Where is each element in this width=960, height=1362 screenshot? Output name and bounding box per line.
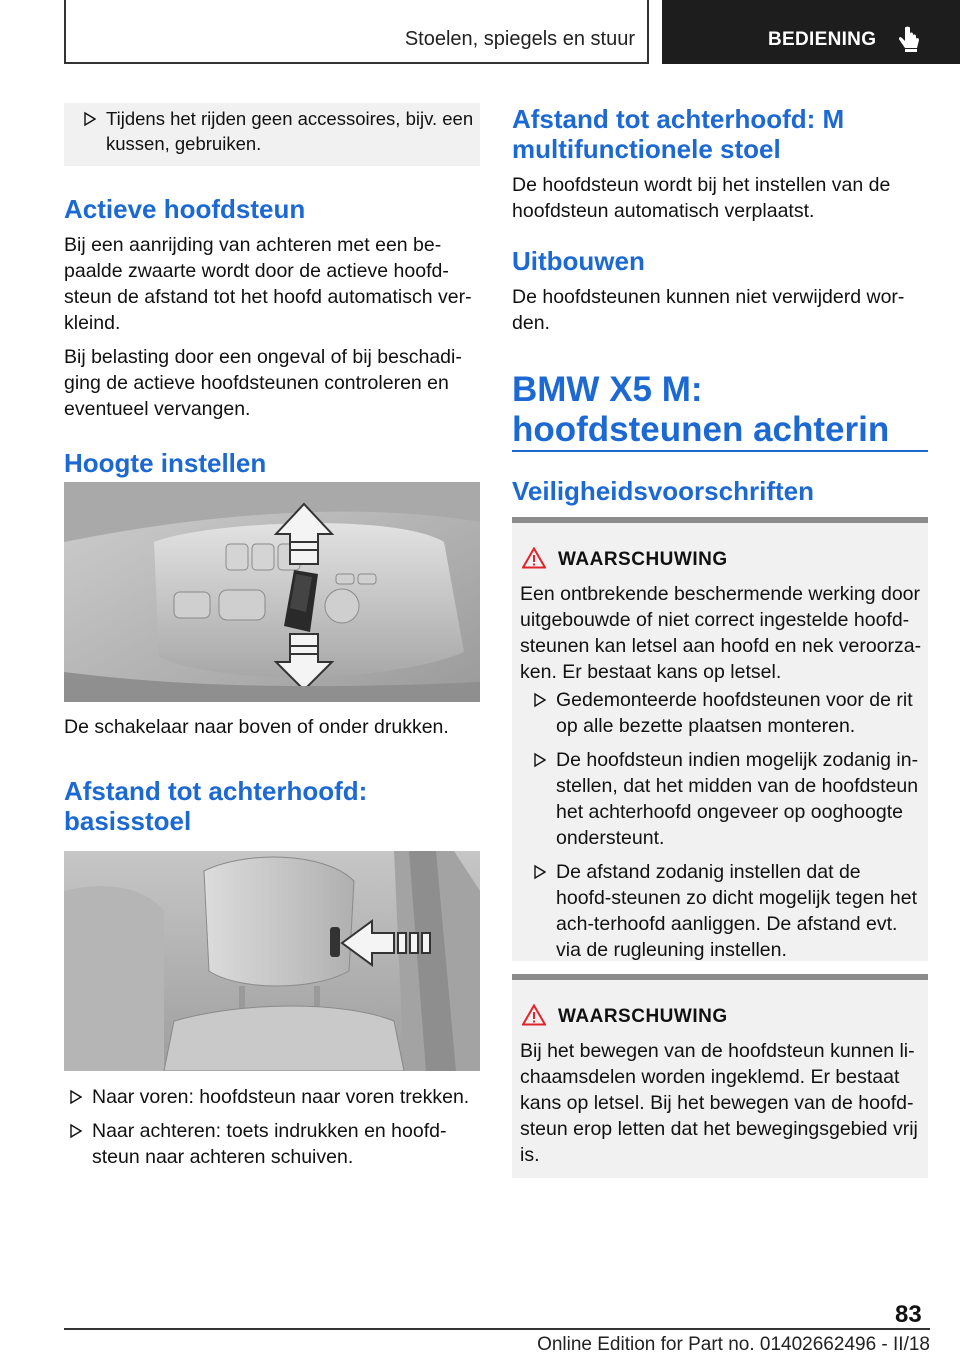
triangle-bullet-icon [534, 863, 546, 881]
triangle-bullet-icon [70, 1122, 82, 1140]
page-number: 83 [895, 1301, 922, 1328]
header-chapter-title: BEDIENING [768, 29, 877, 50]
list-item: Naar voren: hoofdsteun naar voren trekken. [64, 1084, 480, 1110]
chapter-title-underline [512, 450, 928, 452]
top-note-box [64, 103, 480, 166]
hand-pointer-icon [897, 26, 923, 54]
triangle-bullet-icon [534, 691, 546, 709]
triangle-bullet-icon [84, 110, 96, 128]
paragraph: Bij belasting door een ongeval of bij beschadi-ging de actieve hoofdsteunen controleren en eventueel vervangen. [64, 346, 462, 420]
headrest-illustration [64, 851, 480, 1071]
chapter-title: BMW X5 M: hoofdsteunen achterin [512, 370, 890, 449]
image-caption: De schakelaar naar boven of onder drukken. [64, 716, 449, 738]
section-title-active-headrest: Actieve hoofdsteun [64, 194, 306, 224]
warning-box-2 [512, 974, 928, 1178]
list-item: Gedemonteerde hoofdsteunen voor de rit op alle bezette plaatsen monteren. [528, 687, 920, 739]
basic-seat-bullets [64, 1084, 480, 1170]
section-title-basic-seat: Afstand tot achterhoofd: basisstoel [64, 776, 368, 836]
warning-triangle-icon [522, 1004, 546, 1026]
seat-switch-image [64, 482, 480, 702]
warning-text: Een ontbrekende beschermende werking door uitgebouwde of niet correct ingestelde hoofd-steunen kan letsel aan hoofd en nek veroorza-ken. Er bestaat kans op letsel. [520, 583, 922, 683]
header-section-title: Stoelen, spiegels en stuur [404, 28, 635, 50]
section-title-m-multifunction: Afstand tot achterhoofd: M multifunctionele stoel [512, 104, 845, 164]
footer-divider [64, 1328, 930, 1330]
section-title-safety: Veiligheidsvoorschriften [512, 476, 814, 506]
list-item: De hoofdsteun indien mogelijk zodanig in-stellen, dat het midden van de hoofdsteun het achterhoofd ongeveer op ooghoogte ondersteunt. [528, 747, 920, 851]
warning-box-1 [512, 517, 928, 961]
headrest-image [64, 851, 480, 1071]
triangle-bullet-icon [534, 751, 546, 769]
list-item: De afstand zodanig instellen dat de hoofd-steunen zo dicht mogelijk tegen het ach-terhoofd aanliggen. De afstand evt. via de rugleuning instellen. [528, 859, 920, 963]
paragraph: De hoofdsteunen kunnen niet verwijderd wor-den. [512, 286, 905, 334]
warning-text: Bij het bewegen van de hoofdsteun kunnen li-chaamsdelen worden ingeklemd. Er bestaat kans op letsel. Bij het bewegen van de hoofd-steun erop letten dat het bewegingsgebied vrij is. [520, 1040, 918, 1166]
right-column [512, 104, 928, 344]
header-chapter [662, 0, 960, 64]
paragraph: Bij een aanrijding van achteren met een be-paalde zwaarte wordt door de actieve hoofd-steun de afstand tot het hoofd automatisch ver-kleind. [64, 234, 472, 334]
header-section [64, 0, 649, 64]
list-item: Tijdens het rijden geen accessoires, bijv. een kussen, gebruiken. [78, 106, 474, 156]
section-title-height: Hoogte instellen [64, 448, 267, 478]
paragraph: De hoofdsteun wordt bij het instellen van de hoofdsteun automatisch verplaatst. [512, 174, 891, 222]
triangle-bullet-icon [70, 1088, 82, 1106]
warning-triangle-icon [522, 547, 546, 569]
warning-label: WAARSCHUWING [558, 1006, 728, 1027]
left-column [64, 194, 480, 478]
section-title-remove: Uitbouwen [512, 246, 645, 276]
warning-bullets [528, 687, 920, 963]
warning-label: WAARSCHUWING [558, 549, 728, 570]
footer-edition: Online Edition for Part no. 01402662496 - II/18 [537, 1334, 930, 1355]
seat-switch-illustration [64, 482, 480, 702]
list-item: Naar achteren: toets indrukken en hoofd-steun naar achteren schuiven. [64, 1118, 480, 1170]
